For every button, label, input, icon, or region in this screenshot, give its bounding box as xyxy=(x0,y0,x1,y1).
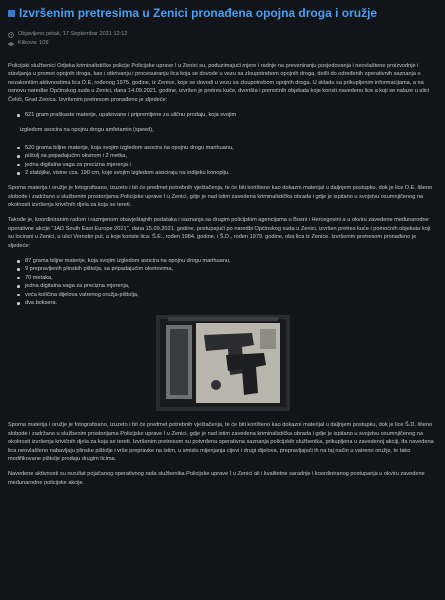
hits-row xyxy=(8,39,437,48)
published-date: Objavljeno petak, 17 Septembar 2021 12:12 xyxy=(18,31,128,38)
list-item-continuation: izgledom asocira na opojnu drogu amfetamin (speed), xyxy=(20,127,154,134)
seized-items-list-1 xyxy=(8,111,437,119)
list-item: 621 gram praškaste materije, upakovane i pripremljene za uličnu prodaju, koja svojim xyxy=(16,111,437,119)
list-item: 87 grama biljne materije, koja svojim izgledom asocira na opojnu drogu marihuanu, xyxy=(16,257,437,265)
article-title[interactable]: Izvršenim pretresima u Zenici pronađena opojna droga i oružje xyxy=(19,6,378,20)
list-item: 70 metaka, xyxy=(16,274,437,282)
seized-items-list-1b xyxy=(8,144,437,178)
paragraph-second-search: Takođe je, koordiniranim radom i razmjenom obavještajnih podataka i saznanja sa drugim policijskim agencijama u Bosni i Hercegovini a u okviru zavedene međunarodne operativne akcije "JAD South East Europe 2021", dana 15.09.2021. godine, postupajući po naredbi Općinskog suda u Zenici, izvršen pretres kuće i pomoćnih objekata koji su locirani u Zenici, u ulici Verostin put, a koje koriste lica: Š.E., rođen 1984. godine, i Š.D., rođen 1979. godine, oba lica iz Zenice. Izvršenim pretresom pronađeno je sljedeće: xyxy=(8,217,431,249)
seized-items-list-2 xyxy=(8,257,437,307)
evidence-photo xyxy=(156,315,290,411)
published-row xyxy=(8,30,437,39)
square-bullet-icon xyxy=(8,10,15,17)
article-meta xyxy=(8,30,437,48)
hits-count: Klikova: 109 xyxy=(18,40,49,47)
article-header xyxy=(8,6,437,20)
paragraph-intro: Policijski službenici Odjeka kriminalističke policije Policijske uprave I u Zenici su, poduzimajući mjere i radnje na preveniranju posjedovanja i neovlaštene proizvodnje i stavljanja u promet opojnih droga, kao i otkrivanju i procesuiranju lica koja se dovode u vezu sa zloupotrebom opojnih droga, došli do određenih operativnih saznanja o nezakonitim aktivnostima lica D.E, rođenog 1975. godine, iz Zenice, koje se dovodi u vezu sa zloupotrebom opojnih droga. U skladu sa prikupljenim informacijama, a na osnovu naredbe Općinskog suda u Zenici, dana 14.09.2021. godine, izvršen je pretres kuće, dvorišta i pomoćnih objekata koje koristi navedeno lice a koji se nalaze u ulici Čelići, Grad Zenica. Izvršenim pretresom pronađeno je sljedeće: xyxy=(8,63,430,103)
clock-icon xyxy=(8,32,14,38)
eye-icon xyxy=(8,41,14,47)
list-item: jedna digitalna vaga za precizna mjerenja, xyxy=(16,282,437,290)
list-item: veća količina dijelova vatrenog oružja-pištolja, xyxy=(16,291,437,299)
list-item: 9 prepravljenih plinskih pištolja, sa pripadajućim okvirovima, xyxy=(16,265,437,273)
list-item: pištolj sa pripadajućim okvirom i 2 metka, xyxy=(16,152,437,160)
evidence-photo-container xyxy=(8,315,437,411)
paragraph-evidence-2: Sporna materija i oružje je fotografisano, izuzeto i bit će predmet potrebnih vještačenja, te će biti korišteno kao dokazni materijal u daljnjem postupku, dok je lice Š.D. lišeno slobode i zadržano u službenim prostorijama Policijske uprave I u Zenici, gdje je nad istim zavedena kriminalistička obrada i gdje je ispitano u svojstvu osumnjičenog na okolnosti izvršenja krivičnih djela za koja se tereti. Izvršenim pretresom su potvrđena operativna saznanja policijskih službenika, prikupljena u zavedenoj akciji, da navedena lica neovlašteno nabavljaju plinske pištolje i vrše prepravke na istim, u smislu mijenjanja cijevi i drugi dijelova, prepravljajući ih na taj način u vatreno oružje, te tako modifikovane pištolje prodaju drugim licima. xyxy=(8,422,434,462)
list-item: 520 grama biljne materije, koja svojim izgledom asocira na opojnu drogu marihuanu, xyxy=(16,144,437,152)
list-item: dva boksera. xyxy=(16,299,437,307)
list-item: 2 stabljike, visine cca. 190 cm, koje svojim izgledom asociraju na indijsku konoplju. xyxy=(16,169,437,177)
paragraph-evidence-1: Sporna materija i oružje je fotografisano, izuzeto i bit će predmet potrebnih vještačenja, te će biti korišteno kao dokazni materijal u daljnjem postupku, dok je lice D.E. lišeno slobode i zadržano u službenim prostorijama Policijske uprave I u Zenici, gdje je nad istim zavedena kriminalistička obrada i gdje je ispitano u svojstvu osumnjičenog na okolnosti izvršenja krivičnih djela za koja se tereti. xyxy=(8,185,433,209)
paragraph-conclusion: Navedene aktivnosti su rezultat pojačanog operativnog rada službenika Policijske uprave I u Zenici ali i kvalitetne saradnje i koordiniranog postupanja u okviru zavedene međunarodne policijske akcije. xyxy=(8,471,425,486)
list-item: jedna digitalna vaga za precizna mjerenja i xyxy=(16,161,437,169)
